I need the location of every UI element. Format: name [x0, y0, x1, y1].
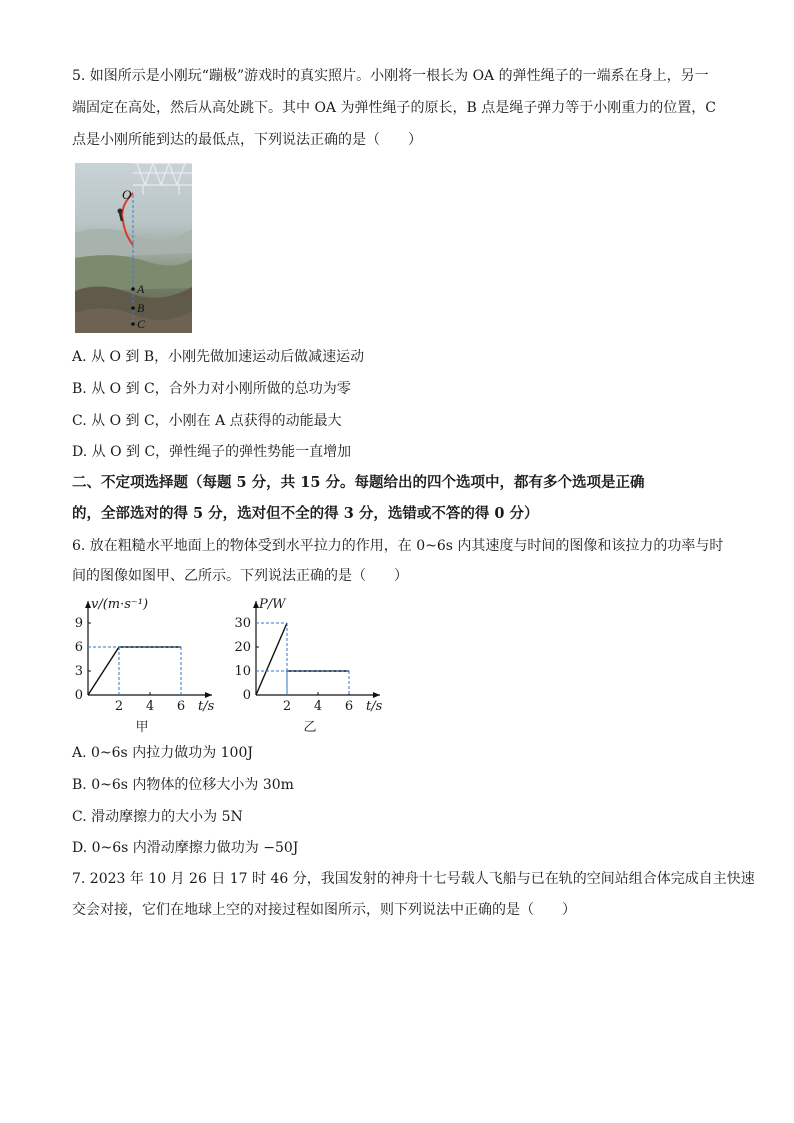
velocity-time-graph — [60, 593, 225, 742]
x-tick-label: 2 — [114, 699, 124, 714]
x-tick-label: 4 — [313, 699, 323, 714]
q5-stem-line-2: 端固定在高处，然后从高处跳下。其中 OA 为弹性绳子的原长，B 点是绳子弹力等于小刚重力的位置，C — [72, 100, 716, 116]
section2-heading-line-2: 的，全部选对的得 5 分，选对但不全的得 3 分，选错或不答的得 0 分） — [72, 505, 539, 522]
q6-option-c: C. 滑动摩擦力的大小为 5N — [72, 809, 243, 825]
q6-option-d: D. 0~6s 内滑动摩擦力做功为 −50J — [72, 840, 299, 856]
q6-stem-line-1: 6. 放在粗糙水平地面上的物体受到水平拉力的作用，在 0~6s 内其速度与时间的图像和该拉力的功率与时 — [72, 538, 724, 554]
q5-option-b: B. 从 O 到 C，合外力对小刚所做的总功为零 — [72, 381, 351, 397]
x-tick-label: 6 — [176, 699, 186, 714]
label-a: A — [137, 282, 145, 296]
x-tick-label: 4 — [145, 699, 155, 714]
y-tick-label: 3 — [74, 664, 83, 679]
section2-heading-line-1: 二、不定项选择题（每题 5 分，共 15 分。每题给出的四个选项中，都有多个选项是正确 — [72, 474, 645, 491]
velocity-time-graph-svg — [60, 593, 225, 738]
origin-label: 0 — [242, 688, 251, 703]
y-tick-label: 6 — [74, 640, 83, 655]
q6-option-b: B. 0~6s 内物体的位移大小为 30m — [72, 777, 294, 793]
y-tick-label: 30 — [234, 616, 251, 631]
y-tick-label: 10 — [234, 664, 251, 679]
series-line-0 — [88, 647, 181, 695]
origin-label: 0 — [74, 688, 83, 703]
bungee-photo-illustration — [75, 163, 192, 333]
q5-option-a: A. 从 O 到 B，小刚先做加速运动后做减速运动 — [72, 349, 365, 365]
q5-option-c: C. 从 O 到 C，小刚在 A 点获得的动能最大 — [72, 413, 342, 429]
graph-caption: 乙 — [303, 720, 317, 735]
y-axis-label: P/W — [259, 597, 286, 612]
point-b-dot — [131, 306, 135, 310]
x-axis-arrow — [205, 692, 212, 698]
q7-stem-line-1: 7. 2023 年 10 月 26 日 17 时 46 分，我国发射的神舟十七号载人飞船与已在轨的空间站组合体完成自主快速 — [72, 871, 755, 887]
y-axis-label: v/(m·s⁻¹) — [91, 597, 149, 612]
x-tick-label: 6 — [344, 699, 354, 714]
q6-stem-line-2: 间的图像如图甲、乙所示。下列说法正确的是（ ） — [72, 568, 408, 584]
label-b: B — [137, 301, 145, 315]
y-tick-label: 20 — [234, 640, 251, 655]
series-line-0 — [256, 623, 287, 695]
x-axis-label: t/s — [198, 699, 215, 714]
q5-option-d: D. 从 O 到 C，弹性绳子的弹性势能一直增加 — [72, 444, 352, 460]
q6-option-a: A. 0~6s 内拉力做功为 100J — [72, 745, 253, 761]
y-tick-label: 9 — [74, 616, 83, 631]
label-o: O — [122, 187, 132, 202]
bungee-photo — [75, 163, 192, 333]
x-axis-arrow — [373, 692, 380, 698]
x-tick-label: 2 — [282, 699, 292, 714]
point-a-dot — [131, 287, 135, 291]
label-c: C — [137, 317, 146, 331]
power-time-graph — [228, 593, 393, 742]
q7-stem-line-2: 交会对接，它们在地球上空的对接过程如图所示，则下列说法中正确的是（ ） — [72, 902, 576, 918]
graph-caption: 甲 — [135, 720, 149, 735]
x-axis-label: t/s — [366, 699, 383, 714]
point-c-dot — [131, 322, 135, 326]
q5-stem-line-3: 点是小刚所能到达的最低点，下列说法正确的是（ ） — [72, 132, 422, 148]
power-time-graph-svg — [228, 593, 393, 738]
q5-stem-line-1: 5. 如图所示是小刚玩“蹦极”游戏时的真实照片。小刚将一根长为 OA 的弹性绳子的一端系在身上，另一 — [72, 68, 709, 84]
